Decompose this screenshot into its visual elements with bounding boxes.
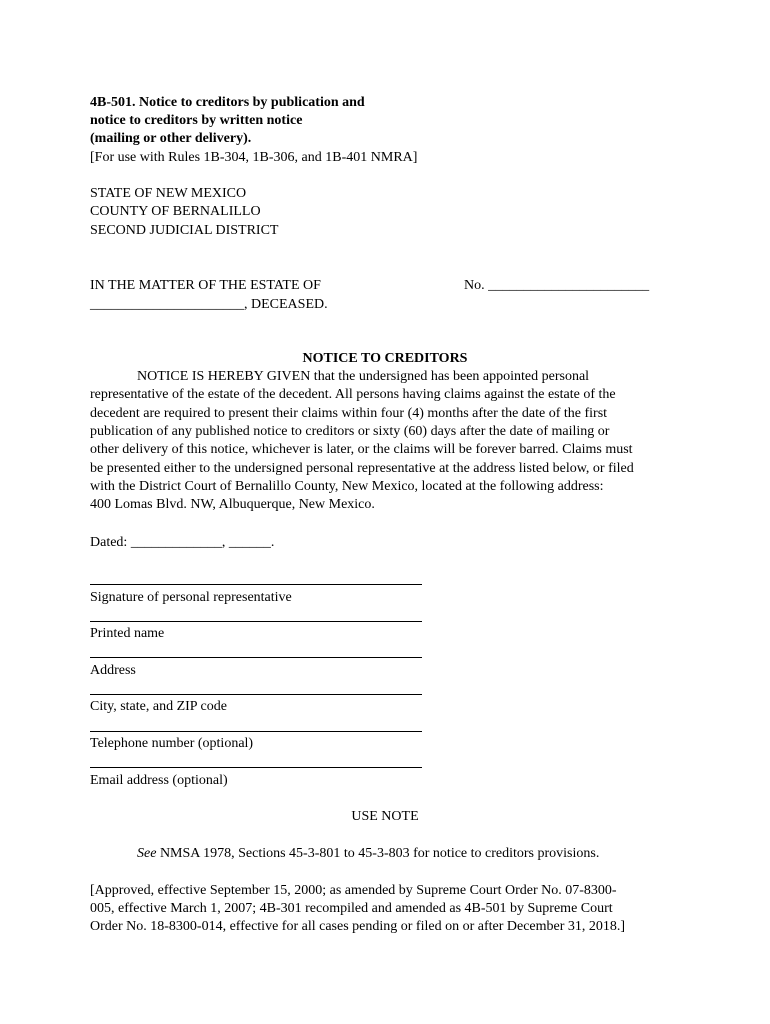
notice-body [90, 368, 690, 515]
printed-name-line [90, 621, 422, 622]
city-state-zip-line [90, 694, 422, 695]
use-note-text [137, 845, 599, 863]
telephone-label: Telephone number (optional) [90, 736, 254, 751]
rules-note: [For use with Rules 1B-304, 1B-306, and 1B-401 NMRA] [90, 150, 418, 165]
address-label: Address [90, 663, 136, 678]
use-note-title: USE NOTE [351, 809, 419, 824]
case-number-blank: No. _______________________ [464, 278, 650, 293]
decedent-name-blank: ______________________, DECEASED. [90, 297, 328, 312]
telephone-line [90, 731, 422, 732]
notice-line: representative of the estate of the decedent. All persons having claims against the estate of the [90, 387, 616, 403]
history-line-2: 005, effective March 1, 2007; 4B-301 recompiled and amended as 4B-501 by Supreme Court [90, 901, 613, 916]
city-state-zip-label: City, state, and ZIP code [90, 699, 227, 714]
dated-line: Dated: _____________, ______. [90, 535, 275, 550]
signature-label: Signature of personal representative [90, 590, 292, 605]
address-line [90, 657, 422, 658]
email-label: Email address (optional) [90, 773, 228, 788]
notice-line: other delivery of this notice, whichever is later, or the claims will be forever barred. Claims must [90, 442, 633, 458]
email-line [90, 767, 422, 768]
form-title-line-1: 4B-501. Notice to creditors by publication and [90, 95, 365, 110]
history-line-1: [Approved, effective September 15, 2000; as amended by Supreme Court Order No. 07-8300- [90, 883, 617, 898]
notice-title: NOTICE TO CREDITORS [302, 351, 468, 366]
court-state: STATE OF NEW MEXICO [90, 186, 247, 201]
notice-line: decedent are required to present their claims within four (4) months after the date of the first [90, 405, 608, 421]
printed-name-label: Printed name [90, 626, 165, 641]
form-title-line-3: (mailing or other delivery). [90, 131, 252, 146]
signature-line [90, 584, 422, 585]
form-title-line-2: notice to creditors by written notice [90, 113, 303, 128]
use-note-body: NMSA 1978, Sections 45-3-801 to 45-3-803 for notice to creditors provisions. [156, 846, 600, 861]
court-county: COUNTY OF BERNALILLO [90, 204, 261, 219]
notice-line: with the District Court of Bernalillo County, New Mexico, located at the following address: [90, 479, 604, 495]
notice-line: be presented either to the undersigned personal representative at the address listed below, or filed [90, 460, 634, 476]
court-district: SECOND JUDICIAL DISTRICT [90, 223, 279, 238]
use-note-see: See [137, 846, 157, 861]
notice-line: 400 Lomas Blvd. NW, Albuquerque, New Mexico. [90, 497, 375, 513]
notice-line: NOTICE IS HEREBY GIVEN that the undersigned has been appointed personal [137, 369, 590, 384]
estate-matter: IN THE MATTER OF THE ESTATE OF [90, 278, 321, 293]
notice-line: publication of any published notice to creditors or sixty (60) days after the date of mailing or [90, 424, 610, 440]
history-line-3: Order No. 18-8300-014, effective for all cases pending or filed on or after December 31, 2018.] [90, 919, 626, 934]
